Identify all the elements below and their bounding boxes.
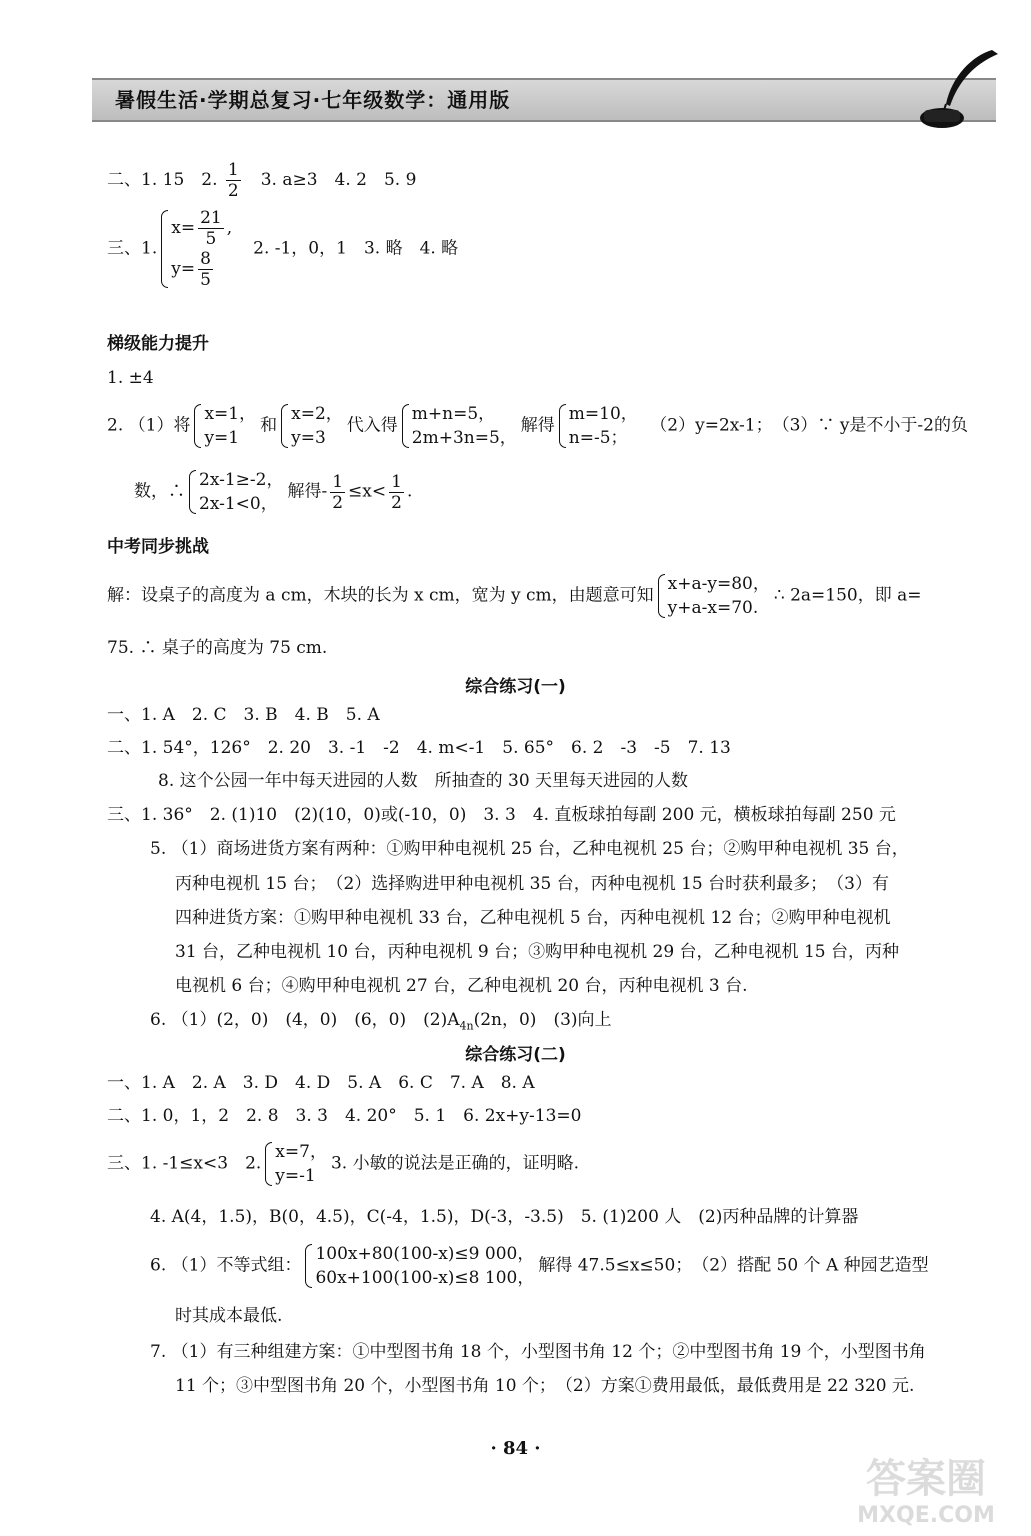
denominator: 2 [391, 492, 402, 513]
system-row: x=2， [291, 404, 343, 424]
system-row: y=3 [291, 428, 326, 448]
equation-system [281, 402, 343, 450]
system-row: y=1 [204, 428, 240, 448]
header-title: 暑假生活·学期总复习·七年级数学：通用版 [115, 88, 511, 112]
equation-system [402, 402, 517, 450]
system-row: n=-5； [568, 428, 628, 448]
numerator: 1 [332, 471, 344, 492]
denominator: 5 [205, 229, 217, 249]
system-row: y=-1 [275, 1166, 316, 1186]
page-number: · 84 · [490, 1438, 541, 1459]
subscript: 4n [459, 1019, 474, 1033]
answer-line [107, 160, 416, 201]
system-row: 100x+80(100-x)≤9 000， [315, 1244, 535, 1264]
text: 二、1. 15 2. [107, 170, 223, 190]
answer-line [107, 572, 922, 620]
text: 和 [260, 415, 278, 436]
answer-line [107, 208, 458, 290]
watermark-logo [836, 1448, 1016, 1528]
text: 2. （1）将 [107, 415, 191, 436]
equation-system [658, 572, 770, 620]
text: x= [171, 218, 196, 238]
system-row: 60x+100(100-x)≤8 100， [315, 1268, 535, 1288]
answer-line: 5. （1）商场进货方案有两种：①购甲种电视机 25 台，乙种电视机 25 台；②购甲种电视机 35 台， [150, 839, 909, 859]
text: （2）y=2x-1； （3）∵ y是不小于-2的负 [641, 415, 968, 436]
fraction [198, 249, 213, 290]
system-row [171, 208, 232, 249]
section-title: 综合练习(一) [465, 677, 566, 697]
answer-line: 四种进货方案：①购甲种电视机 33 台，乙种电视机 5 台，丙种电视机 12 台；②购甲种电视机 [175, 908, 891, 928]
system-row: x+a-y=80， [667, 574, 770, 594]
text: 3. a≥3 4. 2 5. 9 [243, 170, 417, 190]
text: 解得 [520, 415, 555, 436]
answer-line: 电视机 6 台；④购甲种电视机 27 台，乙种电视机 20 台，丙种电视机 3 台. [175, 976, 748, 996]
watermark-text: 答案圈 [866, 1456, 986, 1502]
system-row: 2x-1≥-2， [199, 470, 284, 490]
answer-line [150, 1008, 612, 1038]
equation-system [161, 208, 232, 290]
equation-system [305, 1242, 534, 1290]
answer-line: 丙种电视机 15 台； （2）选择购进甲种电视机 35 台，丙种电视机 15 台时获利最多； （3）有 [175, 874, 889, 894]
answer-line: 7. （1）有三种组建方案：①中型图书角 18 个，小型图书角 12 个；②中型图书角 19 个，小型图书角 [150, 1342, 926, 1362]
answer-line: 31 台，乙种电视机 10 台，丙种电视机 9 台；③购甲种电视机 29 台，乙种电视机 15 台，丙种 [175, 942, 899, 962]
text: 3. 小敏的说法是正确的，证明略. [330, 1153, 579, 1174]
fraction [226, 160, 241, 201]
text: 解：设桌子的高度为 a cm，木块的长为 x cm，宽为 y cm，由题意可知 [107, 585, 654, 606]
system-row: 2m+3n=5， [411, 428, 517, 448]
text: 6. （1）不等式组： [150, 1255, 302, 1276]
equation-system [265, 1140, 327, 1188]
answer-line: 1. ±4 [107, 368, 154, 388]
numerator: 8 [200, 249, 211, 269]
text: 6. （1）(2，0) (4，0) (6，0) (2)A [150, 1010, 460, 1030]
equation-system [194, 402, 256, 450]
answer-line: 一、1. A 2. A 3. D 4. D 5. A 6. C 7. A 8. A [107, 1073, 535, 1093]
text: 三、1. [107, 238, 158, 259]
answer-line: 二、1. 54°，126° 2. 20 3. -1 -2 4. m<-1 5. 65° 6. 2 -3 -5 7. 13 [107, 738, 731, 758]
system-row [171, 249, 232, 290]
fraction [330, 472, 345, 513]
fraction [198, 208, 224, 249]
text: , [226, 218, 233, 238]
text: . [406, 481, 413, 502]
quill-ink-icon [912, 46, 1004, 130]
answer-line [107, 402, 968, 450]
system-row: m+n=5， [411, 404, 496, 424]
answer-line: 11 个；③中型图书角 20 个，小型图书角 10 个； （2）方案①费用最低，最低费用是 22 320 元. [175, 1376, 915, 1396]
section-heading: 梯级能力提升 [107, 334, 209, 354]
answer-line: 一、1. A 2. C 3. B 4. B 5. A [107, 705, 380, 725]
text: ∴ 2a=150，即 a= [773, 585, 922, 606]
text: 数，∴ [134, 481, 185, 502]
answer-line: 时其成本最低. [175, 1306, 283, 1326]
text: 代入得 [346, 415, 398, 436]
text: y= [171, 259, 196, 279]
answer-line: 75. ∴ 桌子的高度为 75 cm. [107, 638, 328, 658]
watermark-domain: MXQE.COM [857, 1503, 995, 1528]
numerator: 21 [200, 208, 222, 228]
answer-line: 三、1. 36° 2. (1)10 (2)(10，0)或(-10，0) 3. 3 4. 直板球拍每副 200 元，横板球拍每副 250 元 [107, 805, 896, 825]
answer-line: 8. 这个公园一年中每天进园的人数 所抽查的 30 天里每天进园的人数 [158, 771, 689, 791]
answer-line [150, 1242, 929, 1290]
text: 三、1. -1≤x<3 2. [107, 1153, 262, 1174]
text: (2n，0) (3)向上 [473, 1010, 612, 1030]
numerator: 1 [391, 471, 402, 492]
text: 解得 47.5≤x≤50； （2）搭配 50 个 A 种园艺造型 [538, 1255, 929, 1276]
equation-system [559, 402, 638, 450]
system-row: x=7， [275, 1142, 327, 1162]
text: ≤x< [348, 481, 387, 502]
system-row: y+a-x=70. [667, 598, 759, 618]
denominator: 2 [332, 492, 344, 513]
equation-system [189, 468, 283, 516]
numerator: 1 [227, 160, 239, 180]
text: 2. -1，0，1 3. 略 4. 略 [236, 238, 459, 259]
denominator: 5 [200, 270, 211, 290]
answer-line [107, 1140, 579, 1188]
system-row: x=1， [204, 404, 257, 424]
answer-line: 二、1. 0，1，2 2. 8 3. 3 4. 20° 5. 1 6. 2x+y-13=0 [107, 1106, 582, 1126]
system-row: 2x-1<0， [199, 494, 278, 514]
answer-line: 4. A(4，1.5)，B(0，4.5)，C(-4，1.5)，D(-3，-3.5) 5. (1)200 人 (2)丙种品牌的计算器 [150, 1207, 859, 1227]
section-title: 综合练习(二) [465, 1045, 566, 1065]
answer-line [134, 468, 412, 516]
system-row: m=10， [568, 404, 638, 424]
text: 解得- [287, 481, 328, 502]
section-heading: 中考同步挑战 [107, 537, 209, 557]
fraction [389, 472, 404, 513]
denominator: 2 [227, 181, 239, 201]
